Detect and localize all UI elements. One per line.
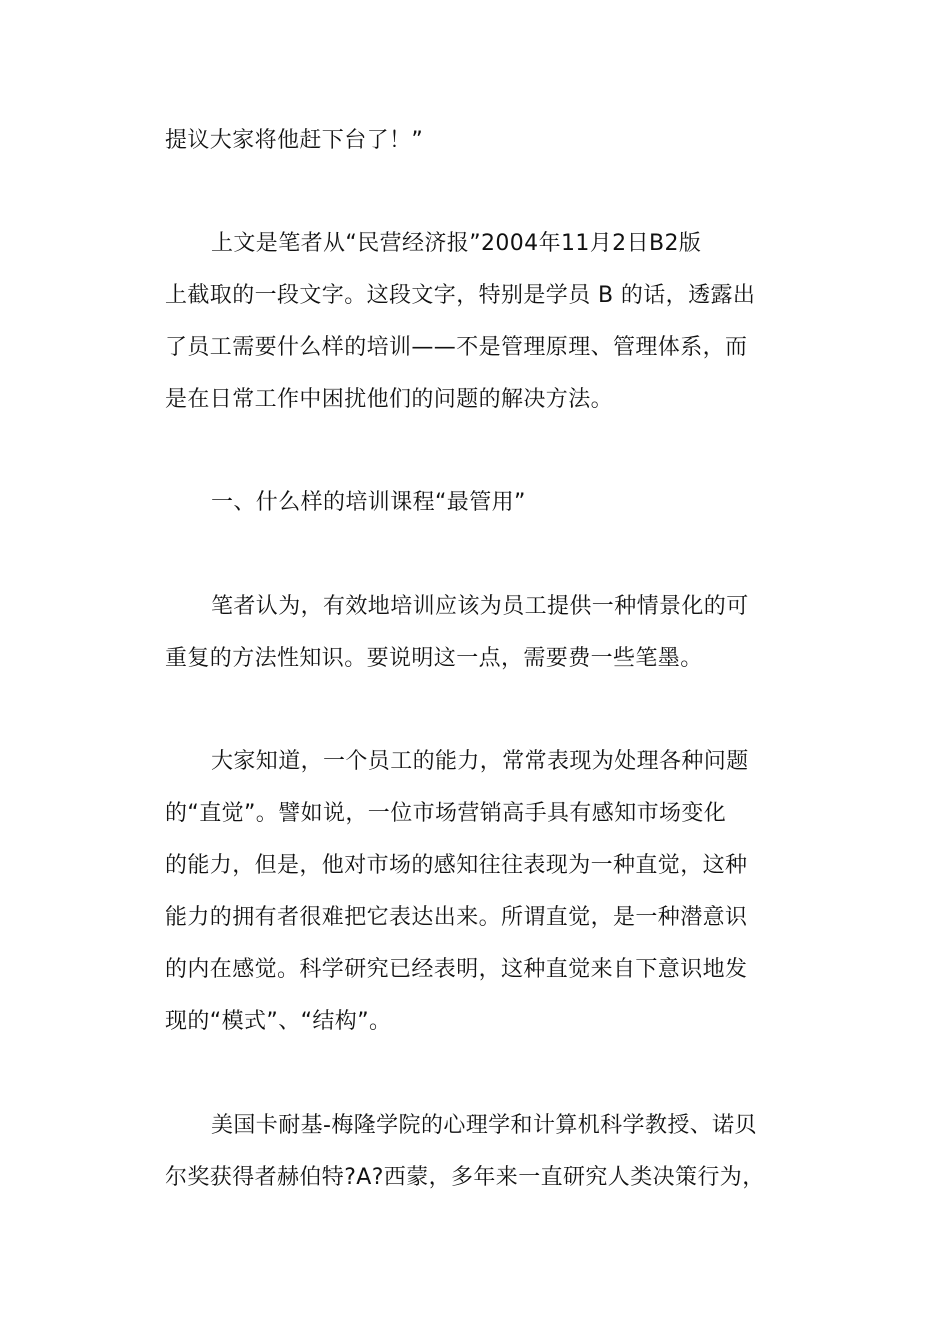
section-heading: 一、什么样的培训课程“最管用” — [211, 490, 526, 515]
text-line: 上文是笔者从“民营经济报”2004年11月2日B2版 — [211, 231, 702, 256]
text-line: 的“直觉”。譬如说，一位市场营销高手具有感知市场变化 — [165, 801, 727, 826]
text-line: 的内在感觉。科学研究已经表明，这种直觉来自下意识地发 — [165, 957, 748, 982]
text-line: 能力的拥有者很难把它表达出来。所谓直觉，是一种潜意识 — [165, 905, 748, 930]
text-line: 的能力，但是，他对市场的感知往往表现为一种直觉，这种 — [165, 853, 748, 878]
text-line: 尔奖获得者赫伯特?A?西蒙，多年来一直研究人类决策行为， — [165, 1165, 765, 1190]
text-line: 美国卡耐基-梅隆学院的心理学和计算机科学教授、诺贝 — [211, 1113, 757, 1138]
text-line: 上截取的一段文字。这段文字，特别是学员 B 的话，透露出 — [165, 283, 756, 308]
text-line: 现的“模式”、“结构”。 — [165, 1009, 392, 1034]
text-line: 提议大家将他赶下台了！” — [165, 128, 424, 153]
text-line: 是在日常工作中困扰他们的问题的解决方法。 — [165, 387, 614, 412]
text-line: 了员工需要什么样的培训——不是管理原理、管理体系，而 — [165, 335, 748, 360]
text-line: 大家知道，一个员工的能力，常常表现为处理各种问题 — [211, 749, 749, 774]
text-line: 笔者认为，有效地培训应该为员工提供一种情景化的可 — [211, 594, 749, 619]
text-line: 重复的方法性知识。要说明这一点，需要费一些笔墨。 — [165, 646, 703, 671]
